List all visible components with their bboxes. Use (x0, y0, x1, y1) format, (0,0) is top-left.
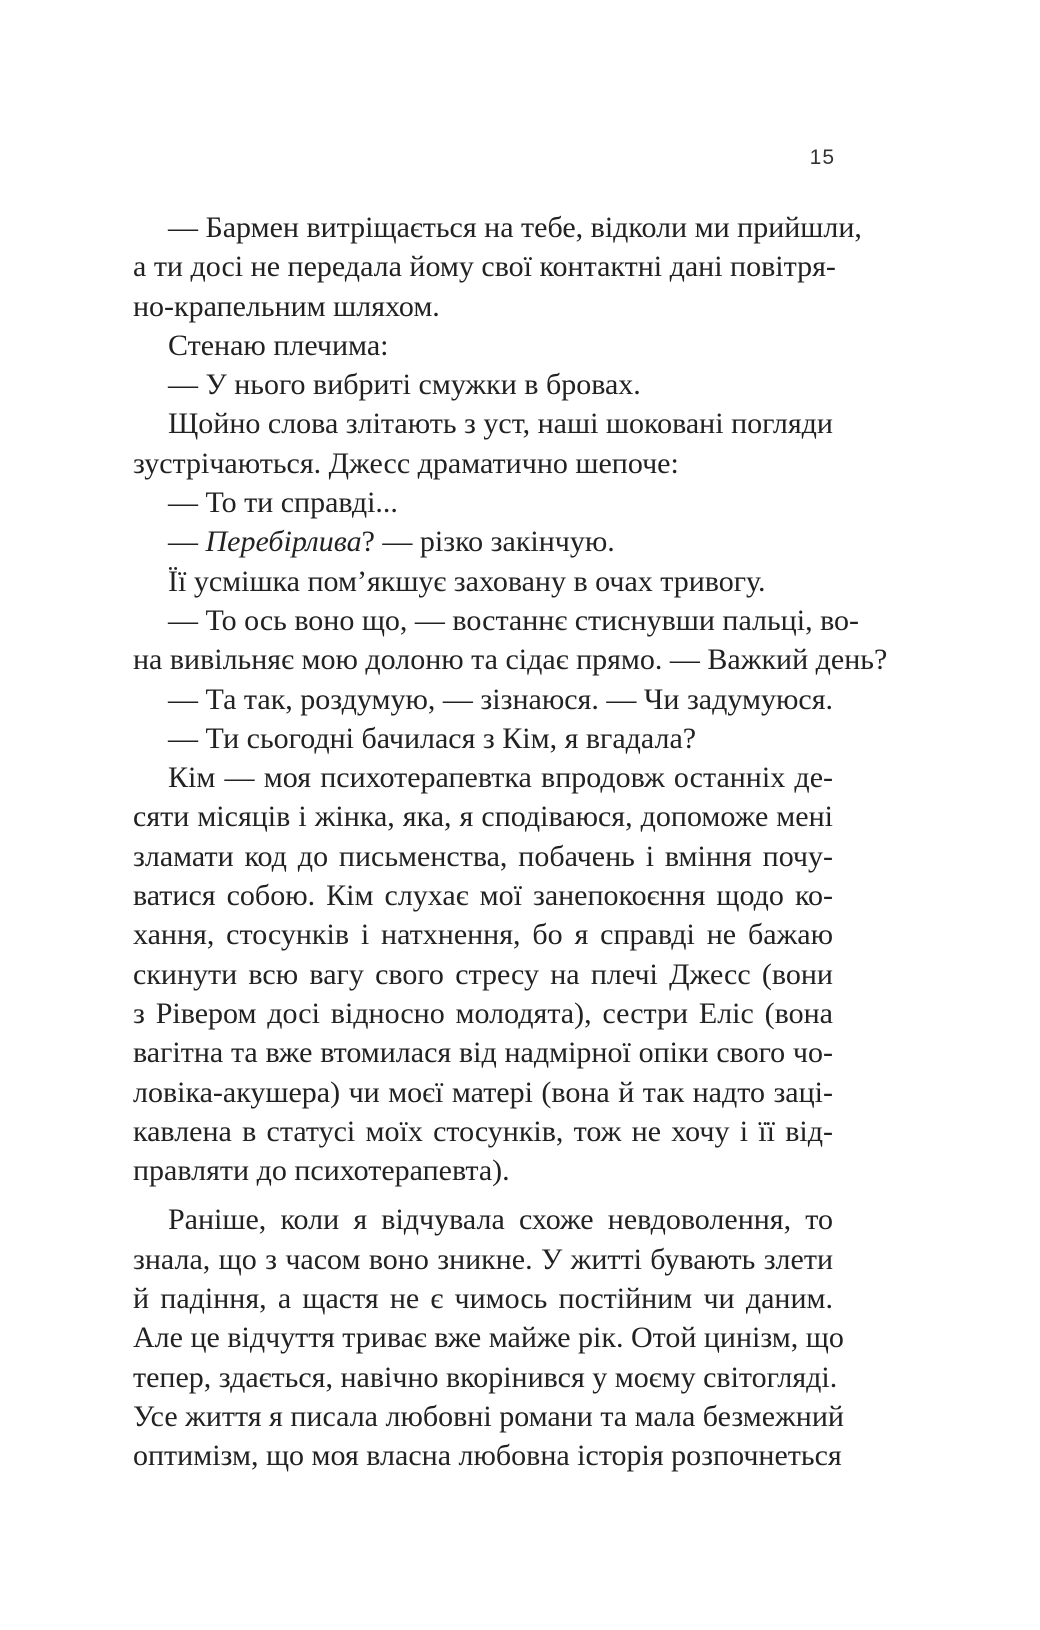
italic-word: Перебірлива (205, 525, 362, 559)
text-line: скинути всю вагу свого стресу на плечі Джесс (вони (133, 957, 833, 991)
text-line: з Рівером досі відносно молодята), сестри Еліс (вона (133, 996, 833, 1030)
text-line: хання, стосунків і натхнення, бо я справді не бажаю (133, 918, 833, 952)
text-line: Стенаю плечима: (168, 328, 389, 362)
text-line: тепер, здається, навічно вкорінився у моєму світогляді. (133, 1360, 838, 1394)
text-line: а ти досі не передала йому свої контактні дані повітря- (133, 250, 836, 284)
text-line: кавлена в статусі моїх стосунків, тож не хочу і її від- (133, 1114, 833, 1148)
text-line: ловіка-акушера) чи моєї матері (вона й так надто заці- (133, 1075, 833, 1109)
page-number: 15 (809, 146, 835, 169)
text-line: зламати код до письменства, побачень і вміння почу- (133, 839, 833, 873)
text-line: — То ось воно що, — востаннє стиснувши пальці, во- (168, 603, 860, 637)
text-line: — Ти сьогодні бачилася з Кім, я вгадала? (168, 721, 697, 755)
text-line: зустрічаються. Джесс драматично шепоче: (133, 446, 679, 480)
text-line: Її усмішка пом’якшує заховану в очах тривогу. (168, 564, 766, 598)
text-line (133, 522, 833, 561)
text-line: вагітна та вже втомилася від надмірної опіки свого чо- (133, 1036, 833, 1070)
text-line: знала, що з часом воно зникне. У житті бувають злети (133, 1242, 833, 1276)
text-line: Кім — моя психотерапевтка впродовж останніх де- (168, 761, 833, 795)
text-line: — Бармен витріщається на тебе, відколи ми прийшли, (168, 211, 862, 244)
text-line: Усе життя я писала любовні романи та мала безмежний (133, 1399, 844, 1433)
text-line: но-крапельним шляхом. (133, 289, 440, 323)
text-segment: ? — різко закінчую. (361, 525, 615, 559)
text-segment: — (168, 525, 206, 559)
text-line: Але це відчуття триває вже майже рік. Отой цинізм, що (133, 1321, 844, 1355)
text-line: сяти місяців і жінка, яка, я сподіваюся, допоможе мені (133, 800, 833, 834)
text-line: й падіння, а щастя не є чимось постійним чи даним. (133, 1282, 833, 1316)
text-line: на вивільняє мою долоню та сідає прямо. — Важкий день? (133, 643, 888, 677)
text-line: — У нього вибриті смужки в бровах. (168, 368, 641, 402)
text-line: Щойно слова злітають з уст, наші шоковані погляди (168, 407, 833, 441)
text-line: Раніше, коли я відчувала схоже невдоволення, то (168, 1203, 833, 1237)
body-text (133, 208, 888, 1476)
text-line: ватися собою. Кім слухає мої занепокоєння щодо ко- (133, 879, 833, 913)
text-line: — То ти справді... (168, 486, 398, 520)
text-line: оптимізм, що моя власна любовна історія розпочнеться (133, 1439, 842, 1473)
text-line: — Та так, роздумую, — зізнаюся. — Чи задумуюся. (168, 682, 833, 716)
text-line: правляти до психотерапевта). (133, 1154, 510, 1188)
